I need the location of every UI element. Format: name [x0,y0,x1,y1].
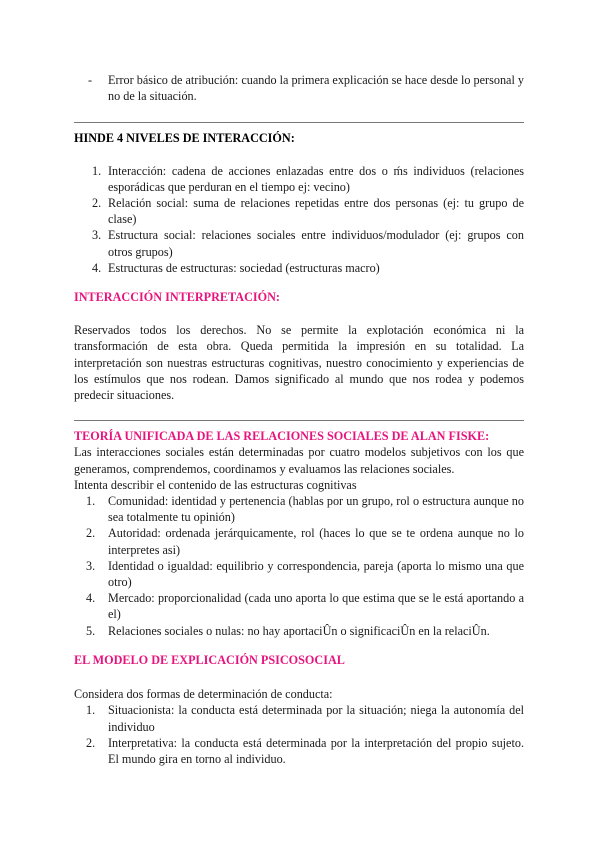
list-number: 4. [92,260,102,275]
list-number: 4. [86,591,96,606]
hinde-item-text: Estructuras de estructuras: sociedad (estructuras macro) [108,260,380,275]
section-divider [74,420,524,421]
fiske-item [74,590,524,622]
fiske-item-text: Mercado: proporcionalidad (cada uno aporta lo que estima que se le está aportando a el) [108,591,524,622]
fiske-item [74,623,524,639]
modelo-item [74,702,524,734]
list-number: 3. [92,228,102,243]
fiske-paragraph: Las interacciones sociales están determinadas por cuatro modelos subjetivos con los que generamos, comprendemos, coordinamos y evaluamos las relaciones sociales. [74,445,524,476]
hinde-item [74,195,524,227]
hinde-item-text: Relación social: suma de relaciones repetidas entre dos personas (ej: tu grupo de clase) [108,196,524,227]
dash-bullet: - [88,73,93,87]
fiske-heading: TEORÍA UNIFICADA DE LAS RELACIONES SOCIALES DE ALAN FISKE: [74,429,490,444]
modelo-heading: EL MODELO DE EXPLICACIÓN PSICOSOCIAL [74,652,345,667]
hinde-item-text: Interacción: cadena de acciones enlazadas entre dos o ḿs individuos (relaciones esporádicas que perduran en el tiempo ej: vecino) [108,163,524,194]
section-divider [74,122,524,123]
fiske-item-text: Identidad o igualdad: equilibrio y correspondencia, pareja (aporta lo mismo una que otro) [108,558,524,590]
modelo-paragraph: Considera dos formas de determinación de conducta: [74,687,333,702]
list-number: 1. [86,494,96,509]
modelo-item [74,735,524,767]
list-number: 2. [92,196,102,211]
list-number: 1. [86,703,96,718]
modelo-item-text: Situacionista: la conducta está determinada por la situación; niega la autonomía del individuo [108,703,524,734]
fiske-list [74,493,524,639]
attribution-error-text: Error básico de atribución: cuando la primera explicación se hace desde lo personal y no de la situación. [108,73,524,104]
list-number: 1. [92,163,102,178]
modelo-list [74,702,524,767]
interpretation-paragraph: Reservados todos los derechos. No se permite la explotación económica ni la transformación de esta obra. Queda permitida la impresión en su totalidad. La interpretación son nuestras estructuras cognitivas, nuestro conocimiento y experiencias de los estímulos que nos rodean. Damos significado al mundo que nos rodea y podemos predecir situaciones. [74,323,524,403]
list-number: 3. [86,558,96,573]
fiske-paragraph-2: Intenta describir el contenido de las estructuras cognitivas [74,477,357,492]
fiske-item-text: Relaciones sociales o nulas: no hay aportaciÛn o significaciÛn en la relaciÛn. [108,623,490,638]
interpretation-heading: INTERACCIÓN INTERPRETACIÓN: [74,290,280,305]
hinde-heading: HINDE 4 NIVELES DE INTERACCIÓN: [74,131,295,146]
hinde-item [74,227,524,259]
fiske-item-text: Autoridad: ordenada jerárquicamente, rol (haces lo que se te ordena aunque no lo interpretes asi) [108,526,524,557]
fiske-item [74,525,524,557]
fiske-item [74,558,524,590]
fiske-item-text: Comunidad: identidad y pertenencia (hablas por un grupo, rol o estructura aunque no sea totalmente tu opinión) [108,494,524,525]
modelo-item-text: Interpretativa: la conducta está determinada por la interpretación del propio sujeto. El mundo gira en torno al individuo. [108,735,524,766]
hinde-list [74,163,524,276]
hinde-item [74,163,524,195]
hinde-item-text: Estructura social: relaciones sociales entre individuos/modulador (ej: grupos con otros grupos) [108,228,524,259]
attribution-error-item [88,72,524,104]
fiske-item [74,493,524,525]
hinde-item [74,260,524,276]
list-number: 5. [86,623,96,638]
list-number: 2. [86,526,96,541]
list-number: 2. [86,735,96,750]
